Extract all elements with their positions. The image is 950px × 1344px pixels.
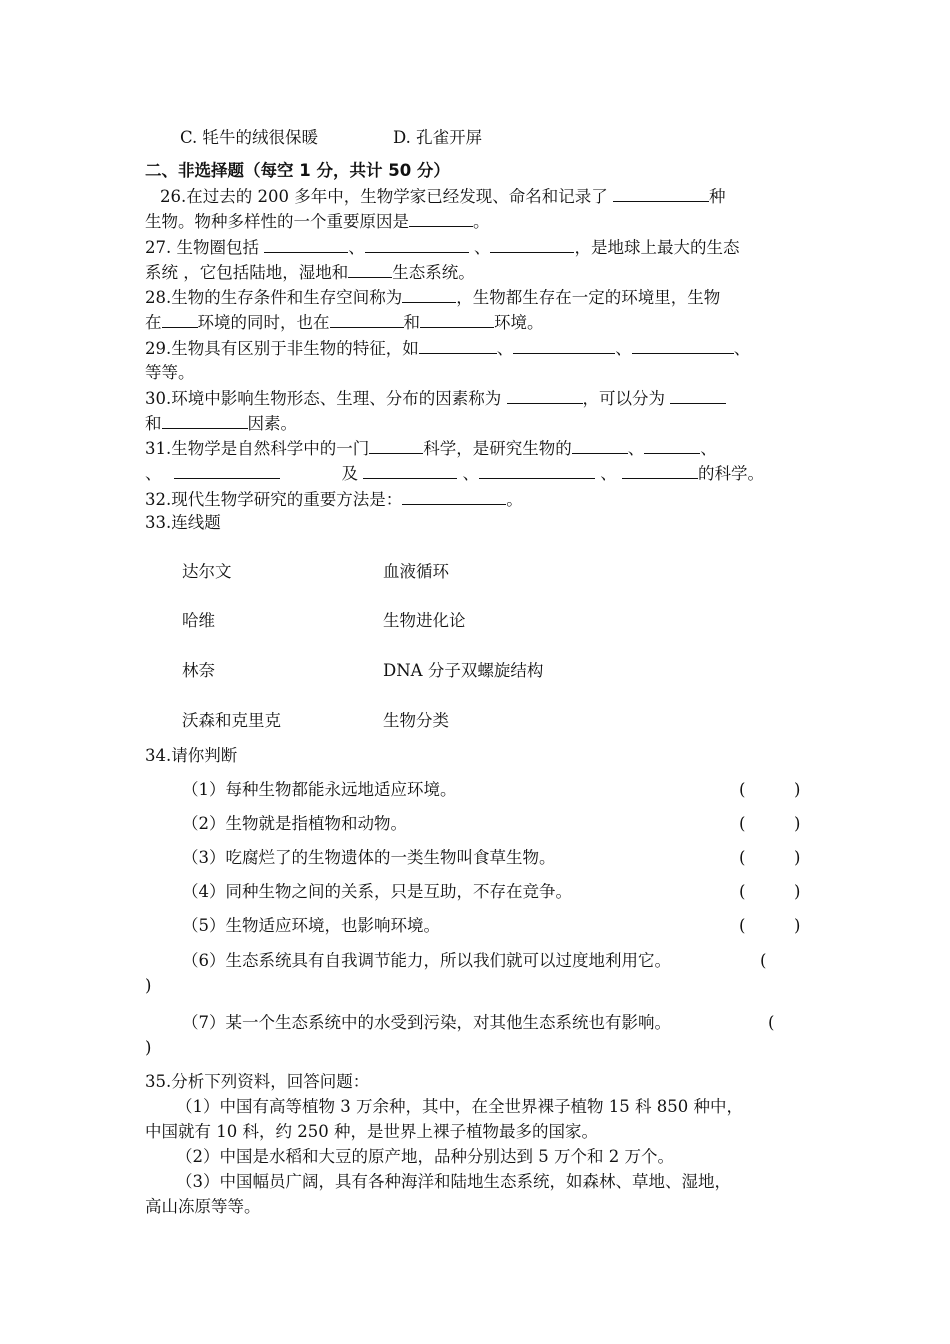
match-left-item[interactable]: 沃森和克里克 — [182, 711, 281, 730]
answer-blank[interactable] — [369, 437, 423, 454]
judge-paren-close: ) — [794, 814, 801, 833]
judge-item: （5）生物适应环境，也影响环境。 — [182, 916, 440, 935]
q30-text: ，可以分为 — [582, 389, 671, 408]
q26-text: 生物。物种多样性的一个重要原因是 — [145, 212, 409, 231]
answer-blank[interactable] — [632, 337, 734, 354]
q26-text: 。 — [473, 212, 490, 231]
match-right-item[interactable]: 生物进化论 — [383, 611, 466, 630]
q29-text: 、 — [733, 339, 751, 358]
answer-blank[interactable] — [162, 412, 248, 429]
question-33-title: 33.连线题 — [145, 513, 221, 532]
answer-blank[interactable] — [420, 311, 494, 328]
question-31 — [145, 437, 717, 460]
answer-blank[interactable] — [507, 387, 583, 404]
q29-text: 、 — [496, 339, 514, 358]
material-paragraph: （3）中国幅员广阔，具有各种海洋和陆地生态系统，如森林、草地、湿地， — [176, 1172, 731, 1191]
judge-item: （2）生物就是指植物和动物。 — [182, 814, 407, 833]
q29-text: 29.生物具有区别于非生物的特征，如 — [145, 339, 419, 358]
q30-text: 30.环境中影响生物形态、生理、分布的因素称为 — [145, 389, 507, 408]
q28-text: 环境的同时，也在 — [197, 313, 330, 332]
q28-text: 环境。 — [494, 313, 544, 332]
judge-paren-open[interactable]: ( — [739, 882, 746, 901]
judge-paren-close: ) — [794, 882, 801, 901]
q31-text: 31.生物学是自然科学中的一门 — [145, 439, 370, 458]
match-left-item[interactable]: 林奈 — [182, 661, 215, 680]
judge-paren-open[interactable]: ( — [739, 848, 746, 867]
judge-paren-open[interactable]: ( — [739, 780, 746, 799]
question-26 — [160, 185, 725, 208]
match-left-item[interactable]: 达尔文 — [182, 562, 232, 581]
q32-text: 。 — [506, 490, 523, 509]
q31-text: 科学，是研究生物的 — [423, 439, 572, 458]
question-35-title: 35.分析下列资料，回答问题： — [145, 1072, 370, 1091]
answer-blank[interactable] — [363, 462, 457, 479]
judge-paren-close: ) — [794, 780, 801, 799]
section-title: 二、非选择题（每空 1 分，共计 50 分） — [145, 161, 450, 180]
answer-blank[interactable] — [572, 437, 628, 454]
answer-blank[interactable] — [409, 210, 473, 227]
question-34-title: 34.请你判断 — [145, 746, 238, 765]
answer-blank[interactable] — [402, 286, 456, 303]
match-right-item[interactable]: 血液循环 — [383, 562, 449, 581]
question-26-line2 — [145, 210, 490, 233]
q31-text: 的科学。 — [698, 464, 764, 483]
question-28 — [145, 286, 720, 309]
judge-item: （7）某一个生态系统中的水受到污染，对其他生态系统也有影响。 — [182, 1013, 671, 1032]
judge-paren-close: ) — [794, 848, 801, 867]
answer-blank[interactable] — [479, 462, 595, 479]
q31-text: 、 — [627, 439, 645, 458]
judge-paren-close: ) — [794, 916, 801, 935]
question-30-line2 — [145, 412, 297, 435]
answer-blank[interactable] — [613, 185, 709, 202]
answer-blank[interactable] — [490, 236, 574, 253]
option-c: C. 牦牛的绒很保暖 — [180, 128, 319, 147]
q27-text: 、 — [348, 238, 365, 257]
material-paragraph: 高山冻原等等。 — [145, 1197, 261, 1216]
answer-blank[interactable] — [264, 236, 348, 253]
material-paragraph: （2）中国是水稻和大豆的原产地，品种分别达到 5 万个和 2 万个。 — [176, 1147, 674, 1166]
question-27-line2 — [145, 261, 475, 284]
q26-text: 26.在过去的 200 多年中，生物学家已经发现、命名和记录了 — [160, 187, 613, 206]
answer-blank[interactable] — [365, 236, 469, 253]
material-paragraph: （1）中国有高等植物 3 万余种，其中，在全世界裸子植物 15 科 850 种中， — [176, 1097, 743, 1116]
q31-text: 、 — [457, 464, 479, 483]
answer-blank[interactable] — [622, 462, 698, 479]
q26-text: 种 — [708, 187, 726, 206]
answer-blank[interactable] — [419, 337, 497, 354]
judge-paren-open[interactable]: ( — [739, 814, 746, 833]
judge-paren-open[interactable]: ( — [760, 951, 767, 970]
q32-text: 32.现代生物学研究的重要方法是： — [145, 490, 403, 509]
answer-blank[interactable] — [330, 311, 404, 328]
judge-item: （1）每种生物都能永远地适应环境。 — [182, 780, 457, 799]
q31-text: 及 — [341, 464, 364, 483]
match-right-item[interactable]: 生物分类 — [383, 711, 449, 730]
q31-text: 、 — [145, 464, 162, 483]
judge-paren-open[interactable]: ( — [768, 1013, 775, 1032]
q27-text: ，是地球上最大的生态 — [574, 238, 740, 257]
judge-item: （3）吃腐烂了的生物遗体的一类生物叫食草生物。 — [182, 848, 556, 867]
match-left-item[interactable]: 哈维 — [182, 611, 215, 630]
q30-text: 因素。 — [247, 414, 297, 433]
answer-blank[interactable] — [174, 462, 280, 479]
answer-blank[interactable] — [644, 437, 700, 454]
question-30 — [145, 387, 726, 410]
q28-text: 和 — [403, 313, 420, 332]
option-d: D. 孔雀开屏 — [393, 128, 483, 147]
q29-text: 、 — [615, 339, 632, 358]
question-29-line2: 等等。 — [145, 363, 195, 382]
question-31-line2 — [145, 462, 764, 485]
answer-blank[interactable] — [162, 311, 198, 328]
judge-item: （4）同种生物之间的关系，只是互助，不存在竞争。 — [182, 882, 572, 901]
judge-paren-close: ) — [145, 1038, 152, 1057]
q28-text: 28.生物的生存条件和生存空间称为 — [145, 288, 403, 307]
q31-text: 、 — [700, 439, 717, 458]
q27-text: 生态系统。 — [392, 263, 475, 282]
q27-text: 系统 ，它包括陆地，湿地和 — [145, 263, 349, 282]
q28-text: ，生物都生存在一定的环境里，生物 — [456, 288, 721, 307]
answer-blank[interactable] — [513, 337, 615, 354]
question-27 — [145, 236, 739, 259]
question-32 — [145, 488, 523, 511]
judge-item: （6）生态系统具有自我调节能力，所以我们就可以过度地利用它。 — [182, 951, 671, 970]
q27-text: 、 — [468, 238, 491, 257]
judge-paren-close: ) — [145, 976, 152, 995]
q27-text: 27. 生物圈包括 — [145, 238, 265, 257]
q30-text: 和 — [145, 414, 162, 433]
answer-blank[interactable] — [670, 387, 726, 404]
q28-text: 在 — [145, 313, 162, 332]
question-29 — [145, 337, 750, 360]
answer-blank[interactable] — [402, 488, 506, 505]
match-right-item[interactable]: DNA 分子双螺旋结构 — [383, 661, 544, 680]
question-28-line2 — [145, 311, 544, 334]
q31-text: 、 — [595, 464, 622, 483]
answer-blank[interactable] — [348, 261, 392, 278]
material-paragraph: 中国就有 10 科，约 250 种，是世界上裸子植物最多的国家。 — [145, 1122, 598, 1141]
judge-paren-open[interactable]: ( — [739, 916, 746, 935]
